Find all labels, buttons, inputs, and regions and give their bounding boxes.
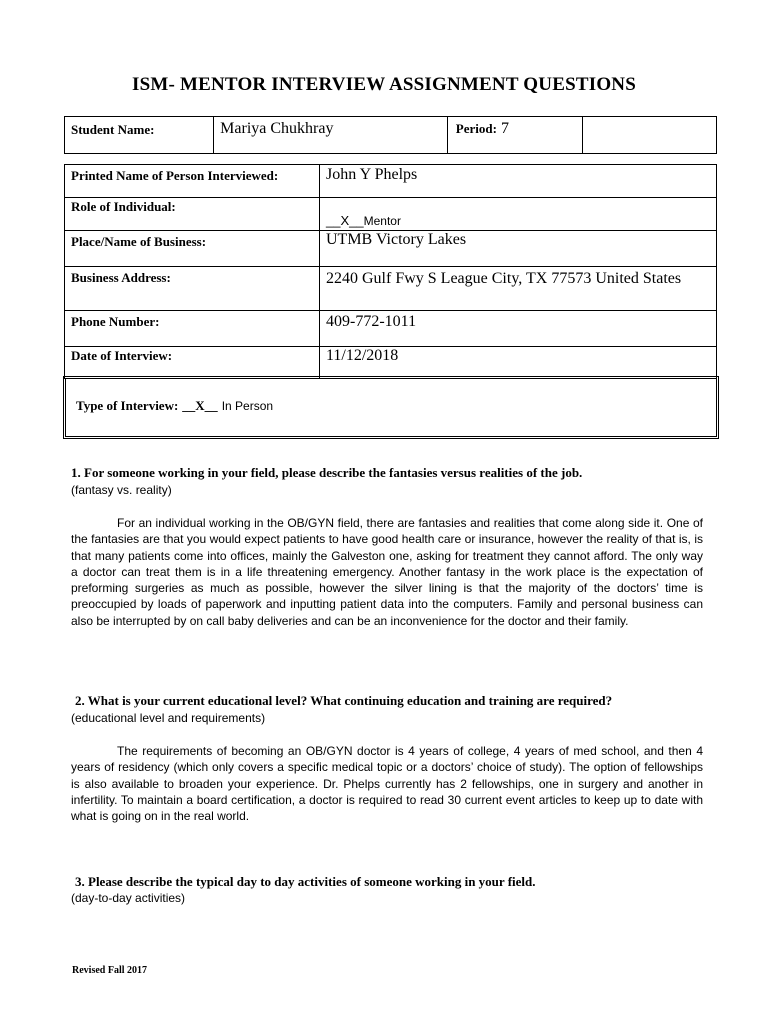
role-value: Mentor bbox=[363, 214, 401, 228]
business-value: UTMB Victory Lakes bbox=[326, 231, 467, 248]
table-row bbox=[65, 231, 717, 267]
student-name-label: Student Name: bbox=[71, 122, 155, 137]
question-1-subtitle: (fantasy vs. reality) bbox=[71, 483, 172, 497]
student-info-table bbox=[64, 116, 717, 154]
student-name-value: Mariya Chukhray bbox=[220, 120, 334, 137]
date-label: Date of Interview: bbox=[71, 348, 173, 363]
question-2-answer: The requirements of becoming an OB/GYN doctor is 4 years of college, 4 years of med school, and then 4 years of residency (which only covers a specific medical topic or a doctors’ choice of study). The option of fellowships is also available to broaden your experience. Dr. Phelps currently has 2 fellowships, one in surgery and another in infertility. To maintain a board certification, a doctor is required to read 30 current event articles to keep up to date with what is going on in the real world. bbox=[71, 744, 703, 824]
table-row bbox=[65, 311, 717, 347]
interview-type-box bbox=[65, 378, 717, 437]
table-row bbox=[65, 165, 717, 198]
date-value: 11/12/2018 bbox=[326, 347, 399, 364]
question-2-subtitle: (educational level and requirements) bbox=[71, 711, 266, 725]
question-3-heading: 3. Please describe the typical day to day activities of someone working in your field. bbox=[75, 874, 536, 889]
phone-label: Phone Number: bbox=[71, 314, 160, 329]
address-value: 2240 Gulf Fwy S League City, TX 77573 United States bbox=[326, 270, 682, 287]
table-row bbox=[65, 267, 717, 311]
interview-type-label: Type of Interview: bbox=[76, 398, 179, 413]
period-cell bbox=[447, 117, 582, 154]
student-name-label-cell bbox=[65, 117, 214, 154]
table-row bbox=[65, 347, 717, 379]
page-title: ISM- MENTOR INTERVIEW ASSIGNMENT QUESTIONS bbox=[132, 74, 636, 95]
question-3-subtitle: (day-to-day activities) bbox=[71, 891, 186, 905]
address-label: Business Address: bbox=[71, 270, 171, 285]
interview-type-mark: __X__ bbox=[182, 398, 218, 413]
interview-info-table bbox=[64, 164, 717, 379]
student-name-value-cell bbox=[214, 117, 448, 154]
period-value: 7 bbox=[500, 120, 509, 137]
period-label: Period: bbox=[455, 121, 497, 136]
empty-cell bbox=[583, 117, 717, 154]
interviewee-label: Printed Name of Person Interviewed: bbox=[71, 168, 279, 183]
footer-revision: Revised Fall 2017 bbox=[72, 965, 147, 976]
question-1-answer: For an individual working in the OB/GYN field, there are fantasies and realities that come along side it. One of the fantasies are that you would expect patients to have good health care or insurance, however the reality of that is, is that many patients come into offices, mainly the Galveston one, asking for treatment they cannot afford. The only way a doctor can treat them is in a life threatening emergency. Another fantasy in the work place is the expectation of preforming surgeries as much as possible, however the silver lining is that the majority of the doctors’ time is preoccupied by loads of paperwork and inputting patient data into the computers. Family and personal business can also be interrupted by on call baby deliveries and can be an inconvenience for the doctor and their family. bbox=[71, 516, 703, 628]
question-2-heading: 2. What is your current educational level? What continuing education and training are required? bbox=[75, 693, 613, 708]
role-mark: __X__ bbox=[326, 213, 364, 228]
role-label: Role of Individual: bbox=[71, 199, 176, 214]
table-row bbox=[65, 198, 717, 231]
interviewee-value: John Y Phelps bbox=[326, 166, 418, 183]
interview-type-value: In Person bbox=[221, 399, 274, 413]
question-1-heading: 1. For someone working in your field, please describe the fantasies versus realities of the job. bbox=[71, 465, 583, 480]
phone-value: 409-772-1011 bbox=[326, 313, 417, 330]
business-label: Place/Name of Business: bbox=[71, 234, 207, 249]
